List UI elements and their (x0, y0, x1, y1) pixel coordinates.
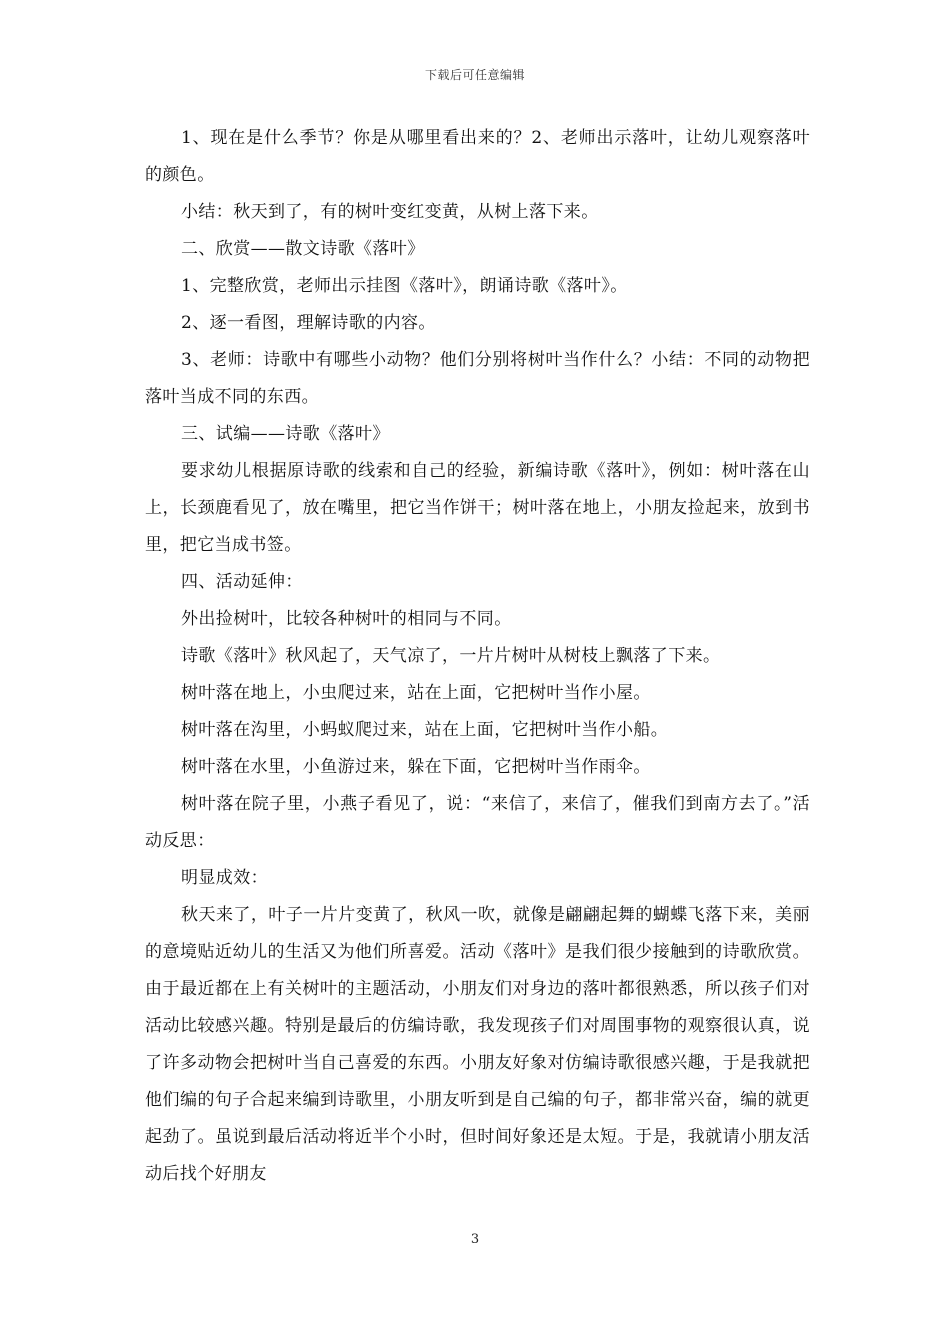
paragraph-compose-requirement: 要求幼儿根据原诗歌的线索和自己的经验，新编诗歌《落叶》，例如：树叶落在山上，长颈鹿看见了，放在嘴里，把它当作饼干；树叶落在地上，小朋友捡起来，放到书里，把它当成书签。 (145, 461, 810, 555)
document-body (145, 120, 810, 1193)
section-heading-appreciate: 二、欣赏——散文诗歌《落叶》 (181, 239, 425, 259)
paragraph-questions: 1、现在是什么季节？你是从哪里看出来的？2、老师出示落叶，让幼儿观察落叶的颜色。 (145, 128, 810, 185)
section-heading-try-compose: 三、试编——诗歌《落叶》 (181, 424, 390, 444)
poem-line-5: 树叶落在院子里，小燕子看见了，说：“来信了，来信了，催我们到南方去了。”活动反思： (145, 794, 810, 851)
paragraph-teacher-question: 3、老师：诗歌中有哪些小动物？他们分别将树叶当作什么？小结：不同的动物把落叶当成不同的东西。 (145, 350, 810, 407)
poem-line-2: 树叶落在地上，小虫爬过来，站在上面，它把树叶当作小屋。 (181, 683, 651, 703)
poem-line-1: 诗歌《落叶》秋风起了，天气凉了，一片片树叶从树枝上飘落了下来。 (181, 646, 721, 666)
section-heading-extension: 四、活动延伸： (181, 572, 303, 592)
paragraph-results-heading: 明显成效： (181, 868, 268, 888)
page-header: 下载后可任意编辑 (424, 68, 525, 82)
paragraph-full-appreciation: 1、完整欣赏，老师出示挂图《落叶》，朗诵诗歌《落叶》。 (181, 276, 628, 296)
paragraph-reflection: 秋天来了，叶子一片片变黄了，秋风一吹，就像是翩翩起舞的蝴蝶飞落下来，美丽的意境贴近幼儿的生活又为他们所喜爱。活动《落叶》是我们很少接触到的诗歌欣赏。由于最近都在上有关树叶的主题活动，小朋友们对身边的落叶都很熟悉，所以孩子们对活动比较感兴趣。特别是最后的仿编诗歌，我发现孩子们对周围事物的观察很认真，说了许多动物会把树叶当自己喜爱的东西。小朋友好象对仿编诗歌很感兴趣，于是我就把他们编的句子合起来编到诗歌里，小朋友听到是自己编的句子，都非常兴奋，编的就更起劲了。虽说到最后活动将近半个小时，但时间好象还是太短。于是，我就请小朋友活动后找个好朋友 (145, 905, 810, 1184)
page-number: 3 (470, 1232, 480, 1247)
poem-line-3: 树叶落在沟里，小蚂蚁爬过来，站在上面，它把树叶当作小船。 (181, 720, 669, 740)
paragraph-collect-leaves: 外出捡树叶，比较各种树叶的相同与不同。 (181, 609, 512, 629)
poem-line-4: 树叶落在水里，小鱼游过来，躲在下面，它把树叶当作雨伞。 (181, 757, 651, 777)
paragraph-summary-1: 小结：秋天到了，有的树叶变红变黄，从树上落下来。 (181, 202, 599, 222)
paragraph-view-pictures: 2、逐一看图，理解诗歌的内容。 (181, 313, 436, 333)
